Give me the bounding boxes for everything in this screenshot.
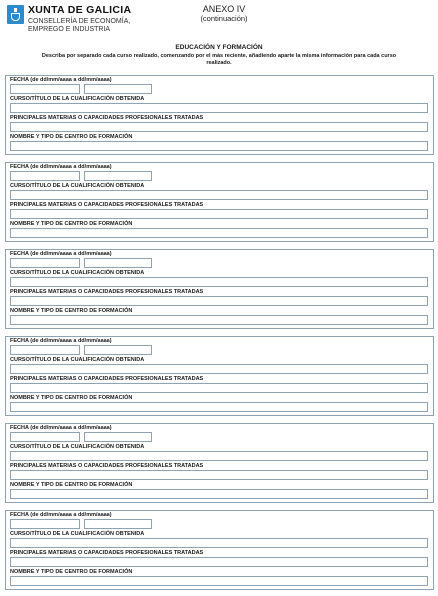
center-field[interactable] xyxy=(10,228,428,238)
subjects-label: PRINCIPALES MATERIAS O CAPACIDADES PROFESIONALES TRATADAS xyxy=(10,202,204,208)
subjects-label: PRINCIPALES MATERIAS O CAPACIDADES PROFESIONALES TRATADAS xyxy=(10,463,204,469)
date-label: FECHA (de dd/mm/aaaa a dd/mm/aaaa) xyxy=(10,338,112,344)
course-field[interactable] xyxy=(10,277,428,287)
date-label: FECHA (de dd/mm/aaaa a dd/mm/aaaa) xyxy=(10,512,112,518)
training-entry-section xyxy=(5,249,434,329)
date-to-field[interactable] xyxy=(84,84,152,94)
annex-title: ANEXO IV xyxy=(202,4,246,14)
date-from-field[interactable] xyxy=(10,345,80,355)
center-field[interactable] xyxy=(10,402,428,412)
course-label: CURSO/TÍTULO DE LA CUALIFICACIÓN OBTENIDA xyxy=(10,270,145,276)
course-label: CURSO/TÍTULO DE LA CUALIFICACIÓN OBTENIDA xyxy=(10,357,145,363)
subjects-field[interactable] xyxy=(10,470,428,480)
center-field[interactable] xyxy=(10,489,428,499)
xunta-logo-icon xyxy=(7,5,24,24)
document-header xyxy=(4,3,434,39)
date-from-field[interactable] xyxy=(10,432,80,442)
center-label: NOMBRE Y TIPO DE CENTRO DE FORMACIÓN xyxy=(10,308,133,314)
form-title: EDUCACIÓN Y FORMACIÓN xyxy=(175,44,263,51)
center-label: NOMBRE Y TIPO DE CENTRO DE FORMACIÓN xyxy=(10,482,133,488)
course-field[interactable] xyxy=(10,103,428,113)
course-field[interactable] xyxy=(10,364,428,374)
center-field[interactable] xyxy=(10,315,428,325)
center-field[interactable] xyxy=(10,141,428,151)
center-label: NOMBRE Y TIPO DE CENTRO DE FORMACIÓN xyxy=(10,221,133,227)
date-to-field[interactable] xyxy=(84,432,152,442)
course-field[interactable] xyxy=(10,451,428,461)
subjects-field[interactable] xyxy=(10,122,428,132)
subjects-label: PRINCIPALES MATERIAS O CAPACIDADES PROFESIONALES TRATADAS xyxy=(10,115,204,121)
date-from-field[interactable] xyxy=(10,84,80,94)
training-entry-section xyxy=(5,75,434,155)
course-label: CURSO/TÍTULO DE LA CUALIFICACIÓN OBTENIDA xyxy=(10,183,145,189)
course-field[interactable] xyxy=(10,190,428,200)
course-label: CURSO/TÍTULO DE LA CUALIFICACIÓN OBTENIDA xyxy=(10,444,145,450)
subjects-label: PRINCIPALES MATERIAS O CAPACIDADES PROFESIONALES TRATADAS xyxy=(10,376,204,382)
course-label: CURSO/TÍTULO DE LA CUALIFICACIÓN OBTENIDA xyxy=(10,96,145,102)
course-label: CURSO/TÍTULO DE LA CUALIFICACIÓN OBTENIDA xyxy=(10,531,145,537)
training-entry-section xyxy=(5,423,434,503)
date-to-field[interactable] xyxy=(84,519,152,529)
training-entry-section xyxy=(5,162,434,242)
subjects-field[interactable] xyxy=(10,557,428,567)
date-to-field[interactable] xyxy=(84,345,152,355)
date-label: FECHA (de dd/mm/aaaa a dd/mm/aaaa) xyxy=(10,425,112,431)
subjects-field[interactable] xyxy=(10,383,428,393)
center-field[interactable] xyxy=(10,576,428,586)
course-field[interactable] xyxy=(10,538,428,548)
department-line-1: CONSELLERÍA DE ECONOMÍA, xyxy=(28,18,131,25)
subjects-field[interactable] xyxy=(10,209,428,219)
department-line-2: EMPREGO E INDUSTRIA xyxy=(28,26,111,33)
center-label: NOMBRE Y TIPO DE CENTRO DE FORMACIÓN xyxy=(10,569,133,575)
training-entry-section xyxy=(5,336,434,416)
date-label: FECHA (de dd/mm/aaaa a dd/mm/aaaa) xyxy=(10,164,112,170)
subjects-field[interactable] xyxy=(10,296,428,306)
date-from-field[interactable] xyxy=(10,519,80,529)
form-instructions: Describa por separado cada curso realizado, comenzando por el más reciente, añadiendo aparte la misma información para cada curso realizado. xyxy=(41,53,397,66)
date-label: FECHA (de dd/mm/aaaa a dd/mm/aaaa) xyxy=(10,251,112,257)
center-label: NOMBRE Y TIPO DE CENTRO DE FORMACIÓN xyxy=(10,134,133,140)
subjects-label: PRINCIPALES MATERIAS O CAPACIDADES PROFESIONALES TRATADAS xyxy=(10,289,204,295)
date-label: FECHA (de dd/mm/aaaa a dd/mm/aaaa) xyxy=(10,77,112,83)
subjects-label: PRINCIPALES MATERIAS O CAPACIDADES PROFESIONALES TRATADAS xyxy=(10,550,204,556)
center-label: NOMBRE Y TIPO DE CENTRO DE FORMACIÓN xyxy=(10,395,133,401)
brand-name: XUNTA DE GALICIA xyxy=(28,4,132,16)
date-from-field[interactable] xyxy=(10,171,80,181)
annex-subtitle: (continuación) xyxy=(200,14,248,23)
date-to-field[interactable] xyxy=(84,171,152,181)
date-from-field[interactable] xyxy=(10,258,80,268)
training-entry-section xyxy=(5,510,434,590)
date-to-field[interactable] xyxy=(84,258,152,268)
